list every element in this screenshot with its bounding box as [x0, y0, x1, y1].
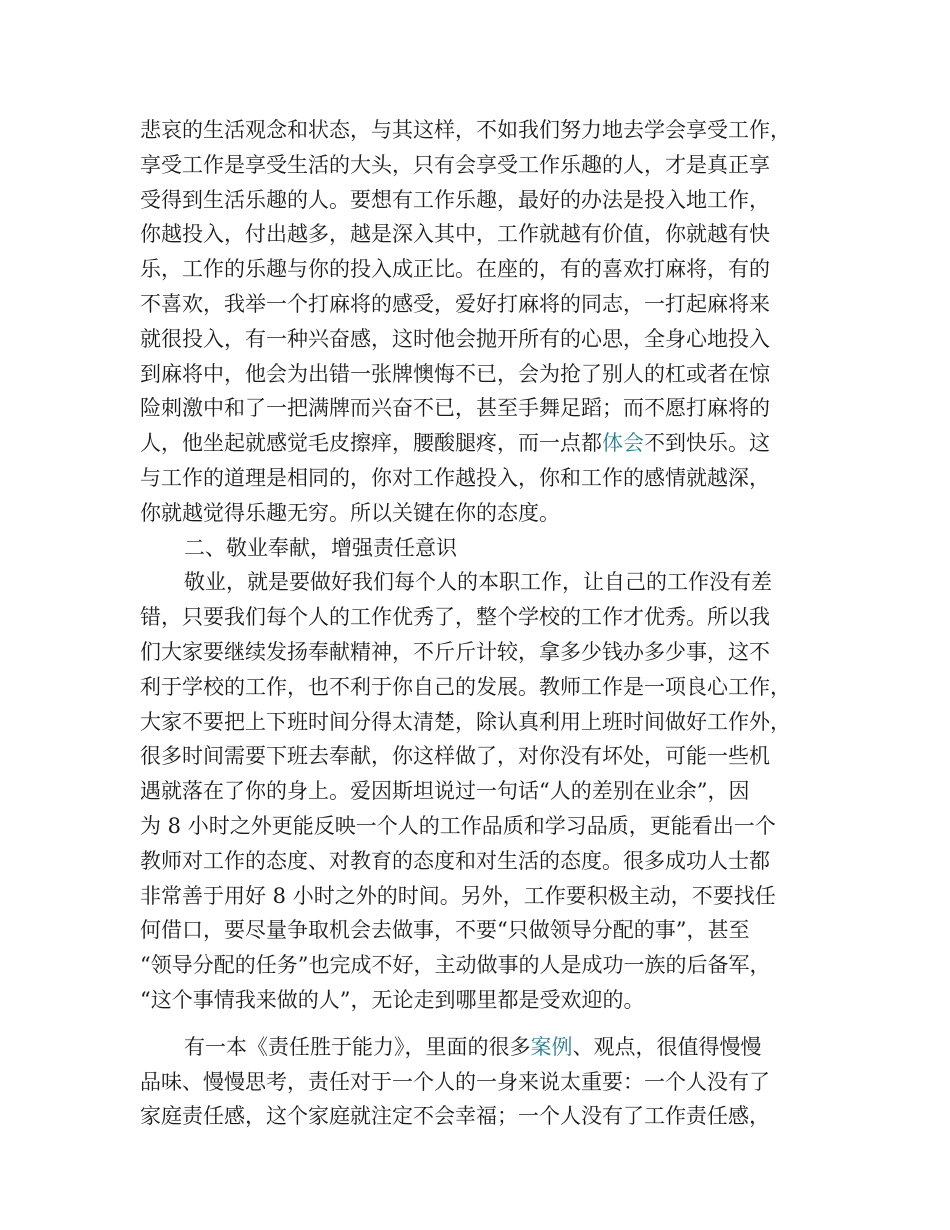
paragraph-1	[140, 113, 810, 531]
text-segment: 有一本《责任胜于能力》，里面的很多	[184, 1034, 531, 1059]
text-line: 享受工作是享受生活的大头，只有会享受工作乐趣的人，才是真正享	[140, 152, 770, 177]
text-line: 教师对工作的态度、对教育的态度和对生活的态度。很多成功人士都	[140, 848, 770, 873]
text-line: 你越投入，付出越多，越是深入其中，工作就越有价值，你就越有快	[140, 222, 770, 247]
text-segment: 不到快乐。这	[644, 431, 770, 456]
text-line-with-link	[140, 1030, 810, 1065]
text-line: 就很投入，有一种兴奋感，这时他会抛开所有的心思，全身心地投入	[140, 326, 770, 351]
text-line: 不喜欢，我举一个打麻将的感受，爱好打麻将的同志，一打起麻将来	[140, 291, 770, 316]
text-line: 品味、慢慢思考，责任对于一个人的一身来说太重要：一个人没有了	[140, 1069, 770, 1094]
text-line: 大家不要把上下班时间分得太清楚，除认真利用上班时间做好工作外，	[140, 709, 791, 734]
text-line: 你就越觉得乐趣无穷。所以关键在你的态度。	[140, 500, 560, 525]
paragraph-gap	[140, 1018, 810, 1030]
text-line: 很多时间需要下班去奉献，你这样做了，对你没有坏处，可能一些机	[140, 744, 770, 769]
text-line: 错，只要我们每个人的工作优秀了，整个学校的工作才优秀。所以我	[140, 605, 770, 630]
text-line: 为 8 小时之外更能反映一个人的工作品质和学习品质，更能看出一个	[140, 813, 776, 838]
text-line-with-link	[140, 426, 810, 461]
paragraph-3	[140, 1030, 810, 1134]
text-line: “领导分配的任务”也完成不好，主动做事的人是成功一族的后备军，	[140, 953, 771, 978]
text-line: 受得到生活乐趣的人。要想有工作乐趣，最好的办法是投入地工作，	[140, 187, 770, 212]
section-heading: 二、敬业奉献，增强责任意识	[184, 535, 457, 560]
document-body	[140, 113, 810, 1134]
text-line: 险刺激中和了一把满牌而兴奋不已，甚至手舞足蹈；而不愿打麻将的	[140, 396, 770, 421]
text-line: 们大家要继续发扬奉献精神，不斤斤计较，拿多少钱办多少事，这不	[140, 639, 770, 664]
text-line: 家庭责任感，这个家庭就注定不会幸福；一个人没有了工作责任感，	[140, 1104, 770, 1129]
text-line: 悲哀的生活观念和状态，与其这样，不如我们努力地去学会享受工作，	[140, 118, 791, 142]
text-line: 到麻将中，他会为出错一张牌懊悔不已，会为抢了别人的杠或者在惊	[140, 361, 770, 386]
text-line: “这个事情我来做的人”，无论走到哪里都是受欢迎的。	[140, 987, 645, 1012]
text-line: 利于学校的工作，也不利于你自己的发展。教师工作是一项良心工作，	[140, 674, 791, 699]
text-line: 何借口，要尽量争取机会去做事，不要“只做领导分配的事”，甚至	[140, 918, 750, 943]
link-tihui[interactable]: 体会	[602, 431, 644, 456]
text-line: 遇就落在了你的身上。爱因斯坦说过一句话“人的差别在业余”，因	[140, 779, 750, 804]
text-line: 与工作的道理是相同的，你对工作越投入，你和工作的感情就越深，	[140, 465, 770, 490]
text-line: 乐，工作的乐趣与你的投入成正比。在座的，有的喜欢打麻将，有的	[140, 257, 770, 282]
text-segment: 、观点，很值得慢慢	[572, 1034, 762, 1059]
link-anli[interactable]: 案例	[530, 1034, 573, 1059]
text-segment: 人，他坐起就感觉毛皮擦痒，腰酸腿疼，而一点都	[140, 431, 602, 456]
text-line: 非常善于用好 8 小时之外的时间。另外，工作要积极主动，不要找任	[140, 883, 776, 908]
text-line: 敬业，就是要做好我们每个人的本职工作，让自己的工作没有差	[184, 570, 772, 595]
paragraph-2	[140, 565, 810, 1017]
